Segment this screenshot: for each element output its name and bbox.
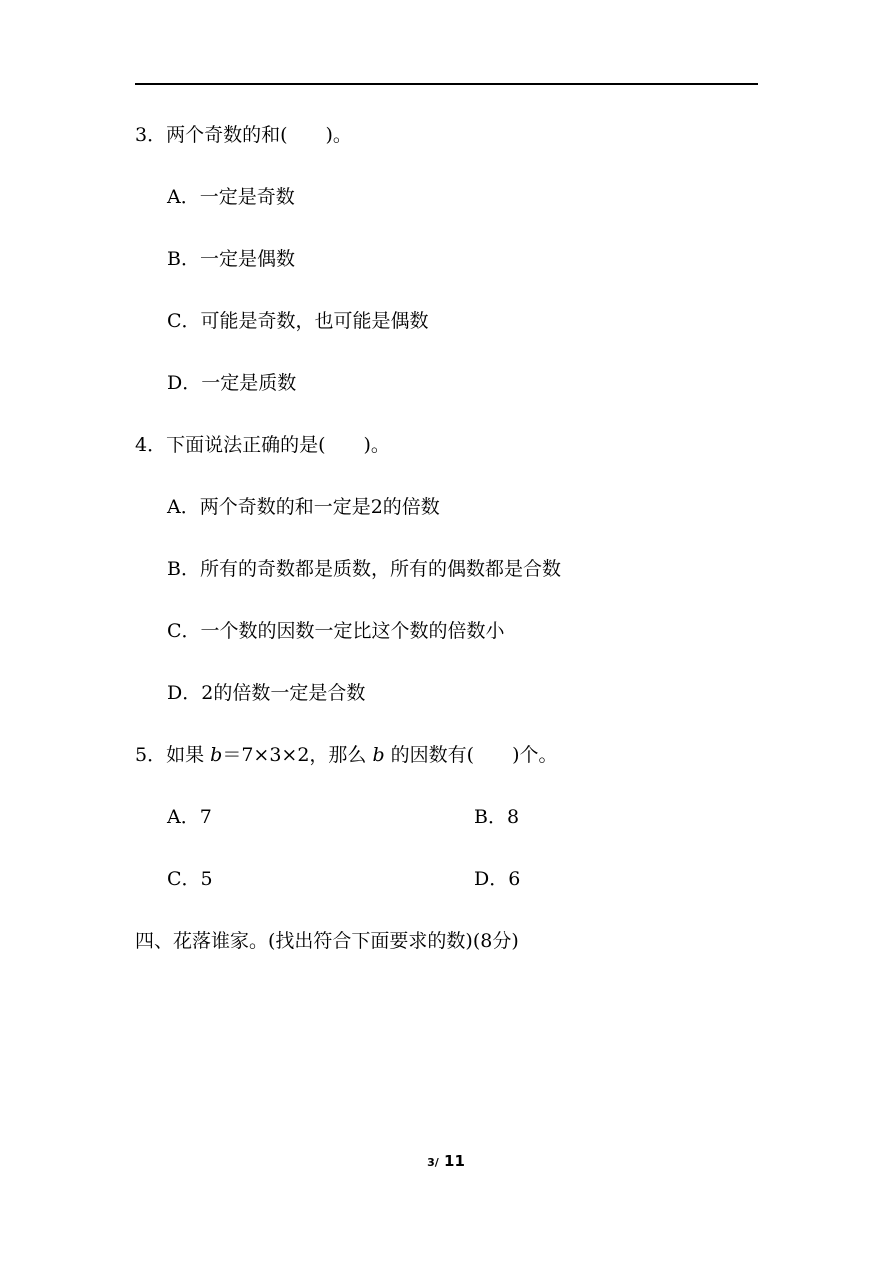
question-3-option-a: A．一定是奇数 bbox=[167, 186, 295, 208]
question-5-option-d: D．6 bbox=[474, 868, 521, 890]
question-3-option-c: C．可能是奇数，也可能是偶数 bbox=[167, 310, 429, 332]
variable-b: b bbox=[372, 744, 385, 766]
variable-b: b bbox=[210, 744, 223, 766]
question-3-option-b: B．一定是偶数 bbox=[167, 248, 295, 270]
page-number bbox=[0, 1152, 892, 1170]
stem-text: ＝7×3×2，那么 bbox=[222, 744, 373, 766]
question-3-option-d: D．一定是质数 bbox=[167, 372, 297, 394]
current-page: 3/ bbox=[427, 1156, 439, 1169]
question-4-option-a: A．两个奇数的和一定是2的倍数 bbox=[167, 496, 440, 518]
question-5-option-b: B．8 bbox=[474, 806, 520, 828]
stem-text: 的因数有( )个。 bbox=[384, 744, 558, 766]
question-4-option-c: C．一个数的因数一定比这个数的倍数小 bbox=[167, 620, 505, 642]
question-5-stem bbox=[135, 743, 558, 767]
question-4-option-d: D．2的倍数一定是合数 bbox=[167, 682, 366, 704]
question-4-option-b: B．所有的奇数都是质数，所有的偶数都是合数 bbox=[167, 558, 561, 580]
question-3-stem: 3．两个奇数的和( )。 bbox=[135, 124, 352, 146]
total-pages: 11 bbox=[444, 1152, 465, 1170]
stem-text: 5．如果 bbox=[135, 744, 211, 766]
question-5-option-c: C．5 bbox=[167, 868, 213, 890]
question-5-option-a: A．7 bbox=[167, 806, 212, 828]
question-4-stem: 4．下面说法正确的是( )。 bbox=[135, 434, 390, 456]
header-rule bbox=[135, 83, 758, 85]
section-4-heading: 四、花落谁家。(找出符合下面要求的数)(8分) bbox=[135, 930, 519, 952]
